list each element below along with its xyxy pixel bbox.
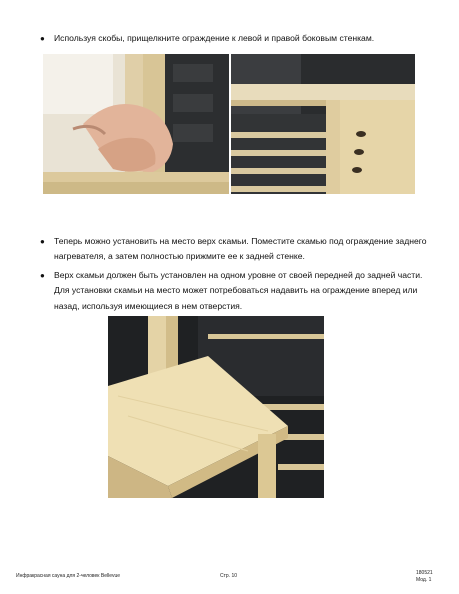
footer-page-number: Стр. 10 bbox=[220, 573, 238, 579]
bullet-dot: ● bbox=[40, 271, 45, 280]
photo-attached-guard-graphic bbox=[231, 54, 415, 194]
instruction-bullet-3 bbox=[40, 268, 434, 314]
photo-attached-guard bbox=[231, 54, 415, 194]
instruction-text: Верх скамьи должен быть установлен на одном уровне от своей передней до задней части. Для установки скамьи на место может потребоваться надавить на ограждение вперед или назад, используя имеющиеся в нем отверстия. bbox=[54, 270, 423, 311]
photo-bench-top-graphic bbox=[108, 316, 324, 498]
photo-bench-top-installed bbox=[108, 316, 324, 498]
instruction-text: Используя скобы, прищелкните ограждение к левой и правой боковым стенкам. bbox=[54, 33, 375, 43]
instruction-text: Теперь можно установить на место верх скамьи. Поместите скамью под ограждение заднего нагревателя, а затем полностью прижмите ее к задней стенке. bbox=[54, 236, 427, 262]
instruction-bullet-2 bbox=[40, 234, 434, 265]
instruction-bullet-1 bbox=[40, 31, 434, 46]
footer-revision-code: 180521 bbox=[416, 570, 433, 576]
bullet-dot: ● bbox=[40, 237, 45, 246]
photo-installing-guard bbox=[43, 54, 229, 194]
bullet-dot: ● bbox=[40, 34, 45, 43]
footer-revision bbox=[416, 570, 433, 583]
footer-product-name: Инфракрасная сауна для 2-человек Bellevue bbox=[16, 573, 121, 579]
photo-installing-guard-graphic bbox=[43, 54, 229, 194]
footer-model: Мод. 1 bbox=[416, 576, 432, 583]
